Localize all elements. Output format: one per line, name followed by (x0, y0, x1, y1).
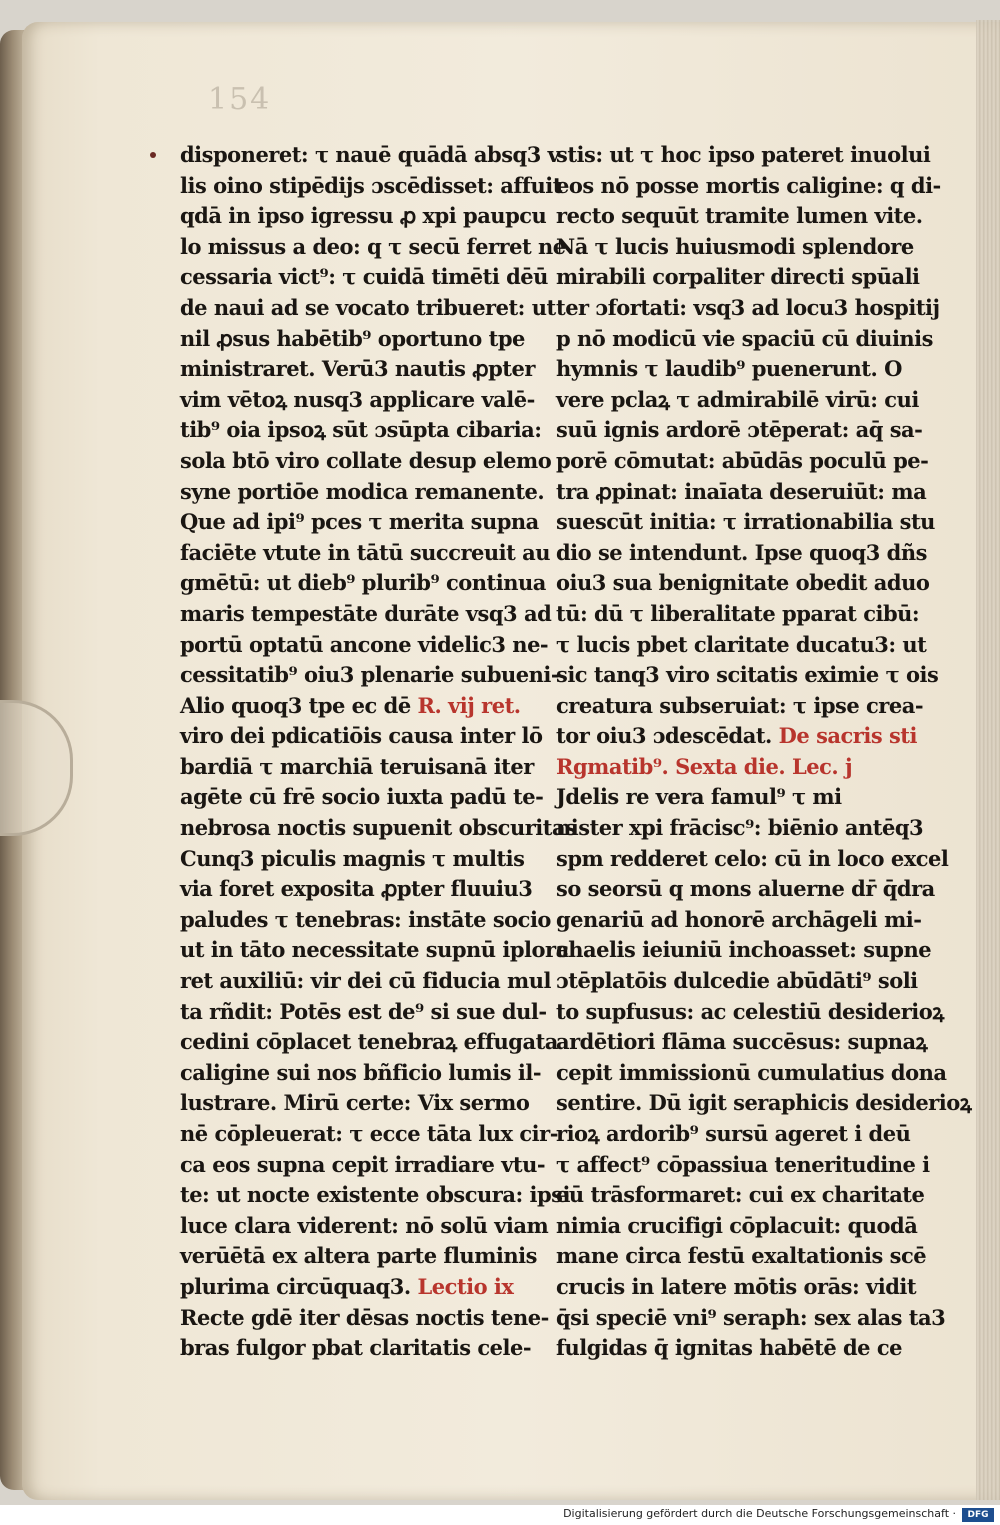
text-line (180, 1272, 550, 1303)
text-line (180, 324, 550, 355)
line-text: syne portiōe modica remanente. (180, 478, 545, 504)
text-line (556, 599, 926, 630)
text-line (180, 477, 550, 508)
text-line (180, 568, 550, 599)
line-text: qdā in ipso igressu ꝓ xpi paupcu (180, 203, 547, 229)
text-line (556, 844, 949, 875)
line-text: eū trāsformaret: cui ex charitate (556, 1182, 925, 1208)
text-line (180, 752, 550, 783)
line-text: te: ut nocte existente obscura: ipsi (180, 1182, 570, 1208)
text-line (556, 752, 926, 783)
line-text: spm redderet celo: cū in loco excel (556, 845, 949, 871)
text-line (180, 415, 550, 446)
line-text: sic tanq3 viro scitatis eximie τ ois (556, 662, 939, 688)
text-line (556, 171, 941, 202)
text-line (556, 201, 926, 232)
line-text: de naui ad se vocato tribueret: ut (180, 294, 556, 320)
text-line (556, 1088, 972, 1119)
line-text: mane circa festū exaltationis scē (556, 1243, 927, 1269)
text-line (556, 385, 926, 416)
text-line (180, 660, 560, 691)
line-text: vere pclaꝝ τ admirabilē virū: cui (556, 386, 919, 412)
text-line (556, 477, 926, 508)
text-line (556, 415, 926, 446)
text-line (556, 1180, 926, 1211)
line-text: portū optatū ancone videlic3 ne- (180, 631, 549, 657)
text-line (556, 782, 926, 813)
line-text: so seorsū q mons aluerne dr̄ q̄dra (556, 876, 935, 902)
line-text: dio se intendunt. Ipse quoq3 dñs (556, 539, 927, 565)
text-line (180, 171, 562, 202)
line-text: crucis in latere mōtis orās: vidit (556, 1273, 917, 1299)
line-text: ardētiori flāma succēsus: supnaꝝ (556, 1029, 928, 1055)
text-line (556, 1272, 926, 1303)
text-line (180, 782, 550, 813)
text-line (556, 1119, 926, 1150)
line-text: gmētū: ut dieb⁹ plurib⁹ continua (180, 570, 546, 596)
text-line (180, 1303, 550, 1334)
text-line (556, 446, 929, 477)
line-text: sola btō viro collate desup elemo (180, 447, 552, 473)
line-text: ret auxiliū: vir dei cū fiducia mul (180, 968, 551, 994)
folio-number: 154 (208, 82, 272, 117)
line-text: p nō modicū vie spaciū cū diuinis (556, 325, 933, 351)
line-text: verūētā ex altera parte fluminis (180, 1243, 537, 1269)
text-line (180, 721, 550, 752)
text-line (556, 507, 935, 538)
text-line (556, 997, 944, 1028)
line-text: nē cōpleuerat: τ ecce tāta lux cir- (180, 1121, 558, 1146)
line-text: mirabili corpaliter directi spūali (556, 264, 920, 290)
line-text: cedini cōplacet tenebraꝝ effugata (180, 1029, 558, 1055)
text-line (180, 935, 569, 966)
line-text: paludes τ tenebras: instāte socio (180, 906, 551, 932)
line-text: nebrosa noctis supuenit obscuritas (180, 815, 577, 841)
line-text: lis oino stipēdijs ɔscēdisset: affuit (180, 172, 562, 198)
text-line (556, 630, 926, 661)
text-line (556, 232, 926, 263)
dfg-logo: DFG (962, 1508, 994, 1522)
text-line (180, 1333, 550, 1364)
line-text: bardiā τ marchiā teruisanā iter (180, 753, 534, 779)
line-text: creatura subseruiat: τ ipse crea- (556, 692, 924, 718)
text-line (180, 446, 550, 477)
line-text: Recte gdē iter dēsas noctis tene- (180, 1304, 549, 1330)
footer-bar (0, 1505, 1000, 1525)
line-text: Que ad ipi⁹ pces τ merita supna (180, 509, 539, 535)
text-line (556, 354, 926, 385)
text-line (180, 293, 556, 324)
line-text: agēte cū frē socio iuxta padū te- (180, 784, 544, 810)
text-line (556, 1333, 926, 1364)
text-line (556, 813, 926, 844)
text-line (180, 599, 550, 630)
line-text: recto sequūt tramite lumen vite. (556, 203, 923, 229)
line-text: Nā τ lucis huiusmodi splendore (556, 233, 914, 259)
text-line (180, 262, 550, 293)
margin-mark (150, 152, 156, 158)
line-text: Cunq3 piculis magnis τ multis (180, 845, 525, 871)
line-text: disponeret: τ nauē quādā absq3 v (180, 142, 560, 167)
line-text: to supfusus: ac celestiū desiderioꝝ (556, 998, 944, 1024)
line-text: via foret exposita ꝓpter fluuiu3 (180, 876, 533, 902)
line-text: vim vētoꝝ nusq3 applicare valē- (180, 386, 535, 412)
text-line (180, 1088, 550, 1119)
text-line (556, 935, 932, 966)
text-line (180, 1027, 558, 1058)
text-line (556, 1211, 926, 1242)
line-text: Jdelis re vera famul⁹ τ mi (556, 784, 842, 810)
text-line (556, 966, 926, 997)
text-line (556, 1027, 926, 1058)
line-text: stis: ut τ hoc ipso pateret inuolui (556, 142, 931, 167)
text-line (180, 232, 566, 263)
line-text: hymnis τ laudib⁹ puenerunt. O (556, 356, 902, 382)
text-line (556, 721, 926, 752)
line-text: tor oiu3 ɔdescēdat. (556, 723, 772, 749)
line-text: fulgidas q̄ ignitas habētē de ce (556, 1335, 903, 1361)
text-line (180, 966, 550, 997)
text-line (556, 568, 930, 599)
line-text: Alio quoq3 tpe ec dē (180, 692, 411, 718)
text-line (556, 262, 926, 293)
page-stack-edge (976, 20, 1000, 1500)
line-text: suū ignis ardorē ɔtēperat: aq̄ sa- (556, 417, 923, 443)
text-line (180, 385, 550, 416)
line-text: cepit immissionū cumulatius dona (556, 1059, 947, 1085)
line-text: ter ɔfortati: vsq3 ad locu3 hospitij (556, 294, 940, 320)
line-text: caligine sui nos bñficio lumis il- (180, 1059, 542, 1085)
line-text: ut in tāto necessitate supnū iplora (180, 937, 569, 963)
text-line (180, 1119, 558, 1150)
text-line (556, 905, 926, 936)
line-text: chaelis ieiuniū inchoasset: supne (556, 937, 932, 963)
line-text: maris tempestāte durāte vsq3 ad (180, 600, 552, 626)
left-text-column (180, 140, 577, 1364)
text-line (556, 1303, 946, 1334)
line-text: bras fulgor pbat claritatis cele- (180, 1335, 532, 1361)
text-line (180, 201, 550, 232)
text-line (556, 324, 933, 355)
line-text: cessitatib⁹ oiu3 plenarie subueni- (180, 662, 560, 688)
text-line (180, 844, 550, 875)
text-line (556, 691, 926, 722)
text-line (180, 1058, 550, 1089)
line-text: ta rñdit: Potēs est de⁹ si sue dul- (180, 998, 547, 1024)
line-text: nimia crucifigi cōplacuit: quodā (556, 1212, 918, 1238)
line-text: sentire. Dū igit seraphicis desiderioꝝ (556, 1090, 972, 1116)
line-text: ministraret. Verū3 nautis ꝓpter (180, 356, 535, 382)
text-line (180, 1211, 550, 1242)
text-line (180, 691, 550, 722)
line-text: cessaria vict⁹: τ cuidā timēti dēū (180, 264, 548, 290)
line-text: ca eos supna cepit irradiare vtu- (180, 1151, 546, 1177)
text-line (180, 1241, 550, 1272)
text-line (180, 630, 550, 661)
text-line (180, 538, 550, 569)
line-text: luce clara viderent: nō solū viam (180, 1212, 549, 1238)
rubric-text: Rgmatib⁹. Sexta die. Lec. j (556, 753, 853, 779)
line-text: viro dei pdicatiōis causa inter lō (180, 723, 543, 749)
line-text: genariū ad honorē archāgeli mi- (556, 906, 922, 932)
line-text: τ lucis pbet claritate ducatu3: ut (556, 631, 927, 657)
text-line (180, 140, 560, 171)
rubric-text: Lectio ix (410, 1273, 514, 1299)
line-text: q̄si speciē vni⁹ seraph: sex alas ta3 (556, 1304, 946, 1330)
line-text: nil ꝓsus habētib⁹ oportuno tpe (180, 325, 525, 351)
line-text: rioꝝ ardorib⁹ sursū ageret i deū (556, 1121, 911, 1146)
rubric-text: De sacris sti (771, 723, 917, 749)
text-line (180, 1180, 570, 1211)
right-text-column (556, 140, 972, 1364)
line-text: lustrare. Mirū certe: Vix sermo (180, 1090, 530, 1116)
line-text: lo missus a deo: q τ secū ferret ne (180, 233, 566, 259)
text-line (556, 874, 935, 905)
text-line (556, 1150, 930, 1181)
text-line (180, 813, 577, 844)
rubric-text: R. vij ret. (410, 692, 521, 718)
text-line (180, 905, 550, 936)
line-text: nister xpi frācisc⁹: biēnio antēq3 (556, 815, 924, 841)
text-line (556, 1058, 947, 1089)
text-line (556, 1241, 926, 1272)
line-text: tū: dū τ liberalitate pparat cibū: (556, 600, 920, 626)
text-line (180, 874, 550, 905)
line-text: tib⁹ oia ipsoꝝ sūt ɔsūpta cibaria: (180, 417, 542, 443)
line-text: ɔtēplatōis dulcedie abūdāti⁹ soli (556, 968, 918, 994)
text-line (180, 997, 550, 1028)
line-text: tra ꝓpinat: inaīata deseruiūt: ma (556, 478, 927, 504)
text-line (556, 293, 940, 324)
line-text: eos nō posse mortis caligine: q di- (556, 172, 941, 198)
line-text: suescūt initia: τ irrationabilia stu (556, 509, 935, 535)
line-text: plurima circūquaq3. (180, 1273, 411, 1299)
text-line (180, 507, 550, 538)
text-line (556, 660, 939, 691)
text-line (556, 140, 931, 171)
line-text: τ affect⁹ cōpassiua teneritudine i (556, 1151, 930, 1177)
text-line (180, 354, 550, 385)
text-line (180, 1150, 550, 1181)
text-line (556, 538, 926, 569)
funding-credit: Digitalisierung gefördert durch die Deutsche Forschungsgemeinschaft · (563, 1507, 956, 1520)
line-text: porē cōmutat: abūdās poculū pe- (556, 447, 929, 473)
line-text: oiu3 sua benignitate obedit aduo (556, 570, 930, 596)
line-text: faciēte vtute in tātū succreuit au (180, 539, 551, 565)
